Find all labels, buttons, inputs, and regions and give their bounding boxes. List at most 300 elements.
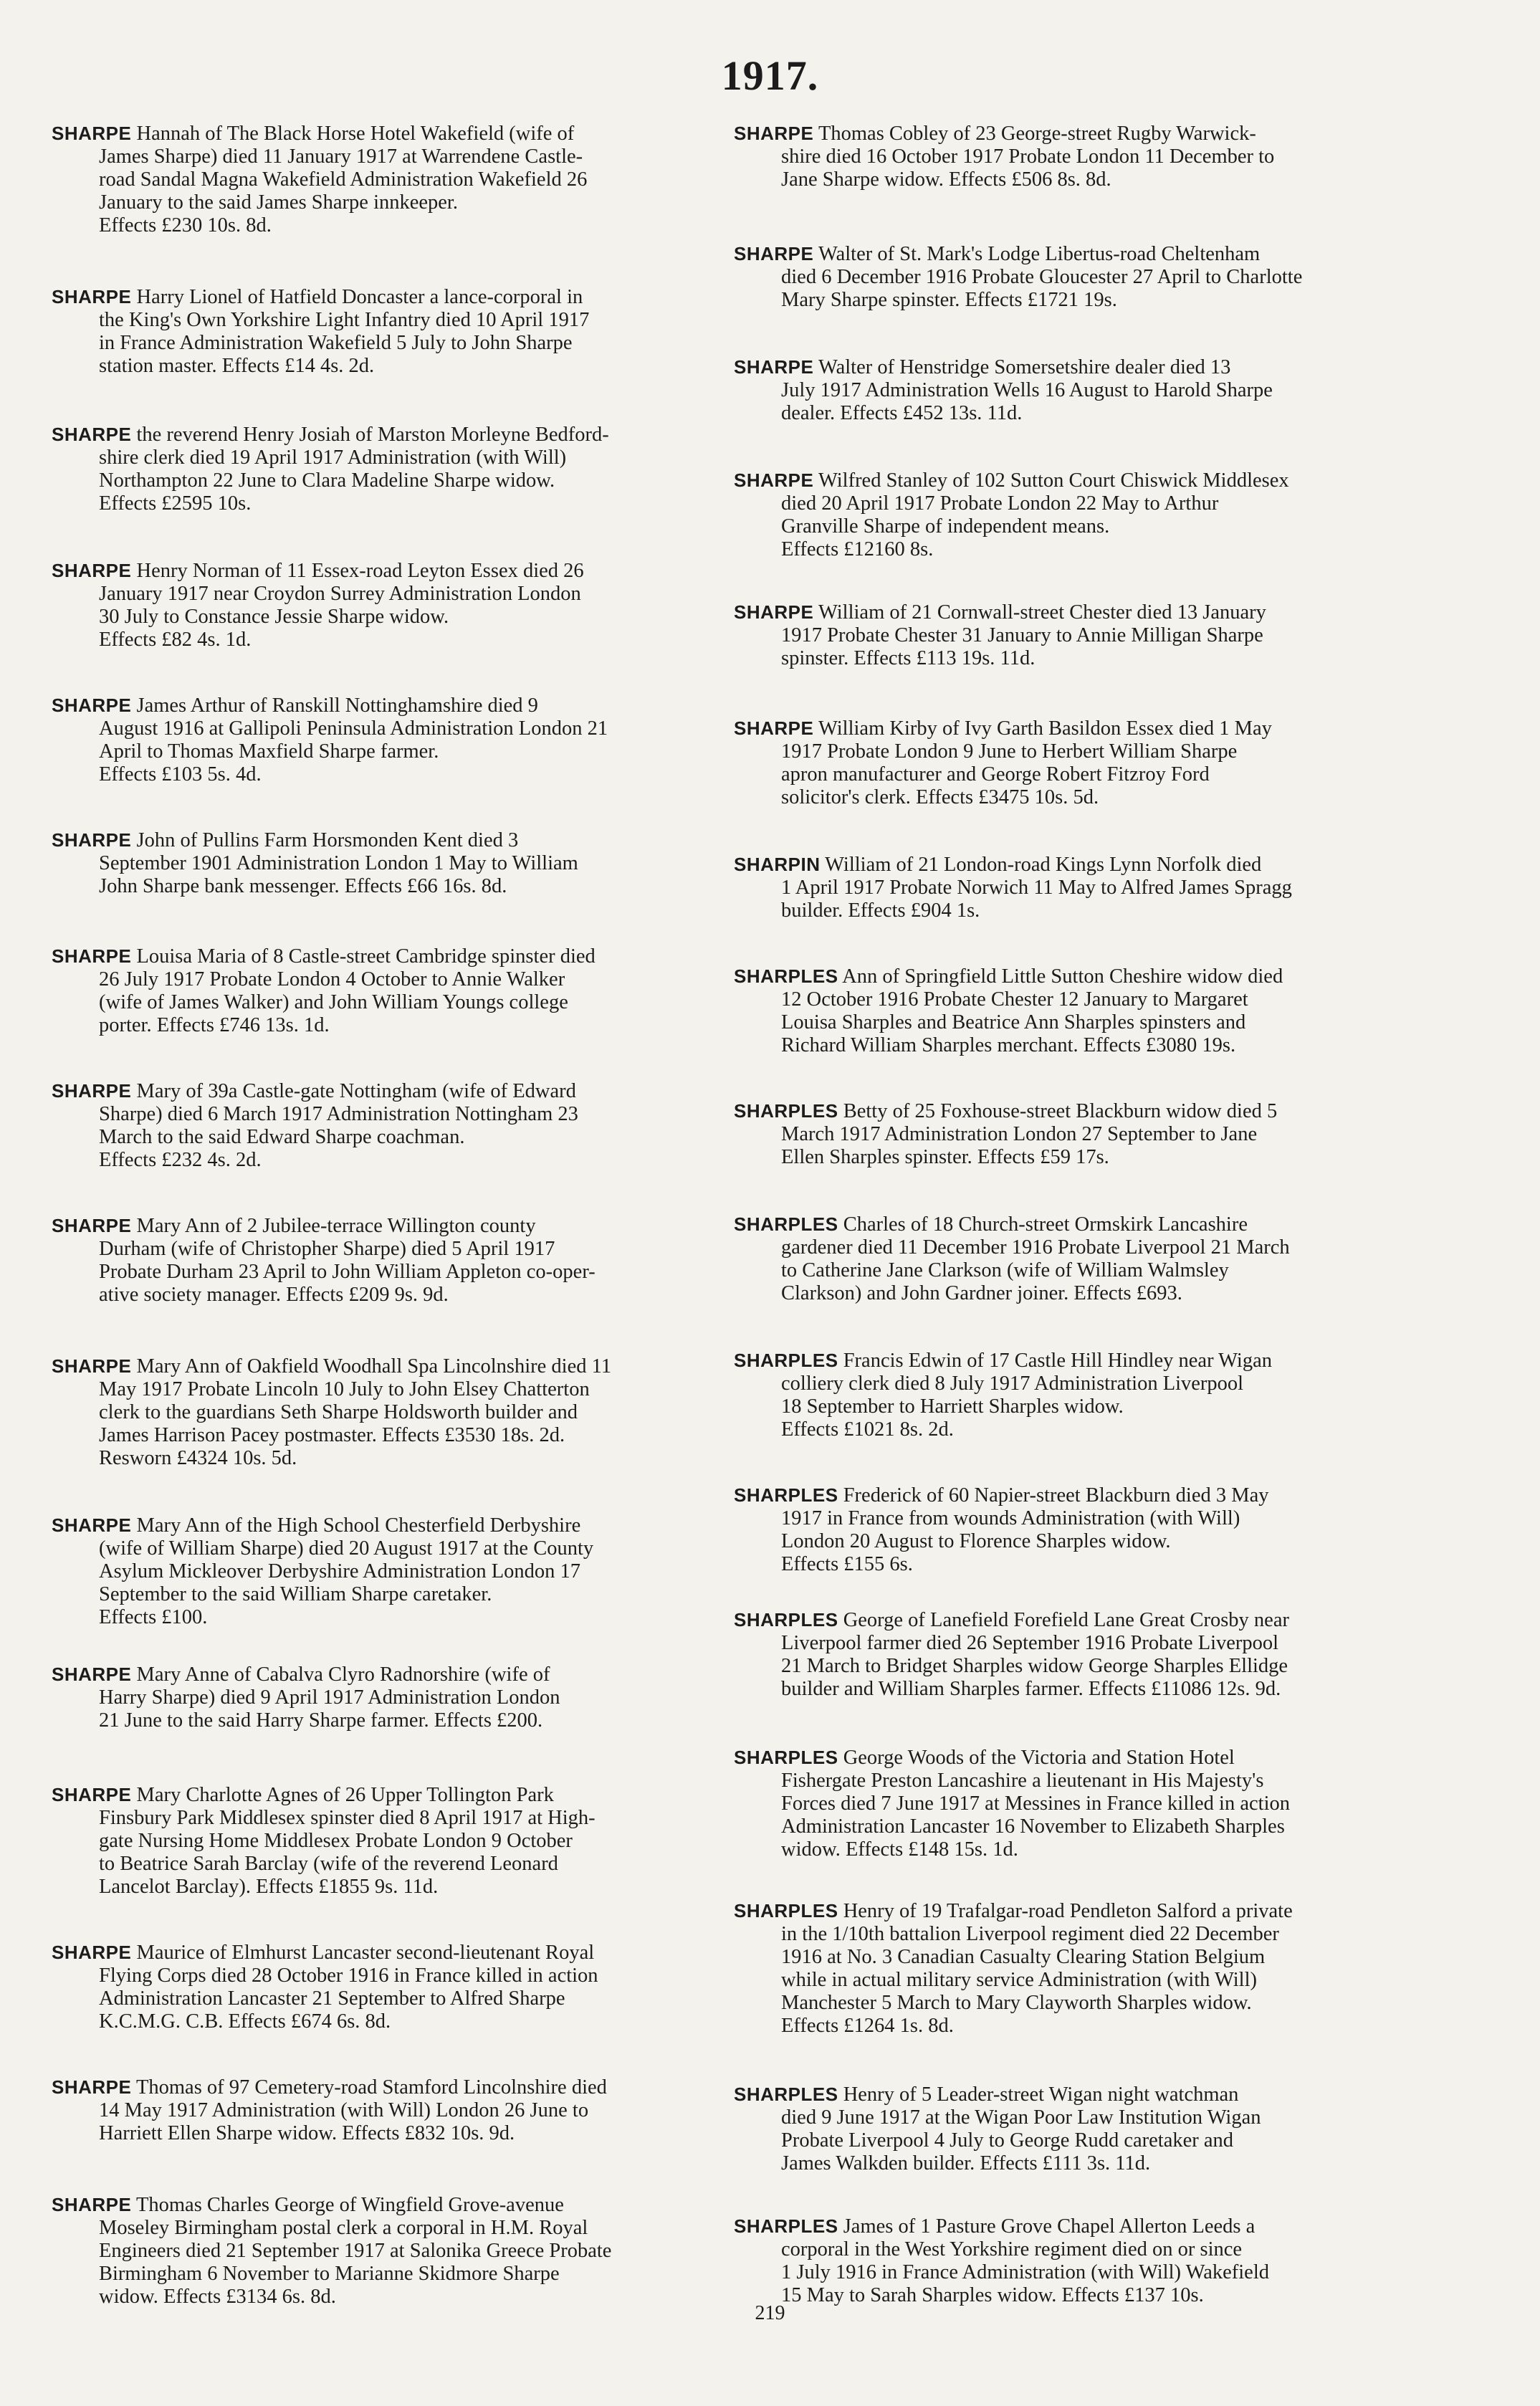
entry-text: Thomas of 97 Cemetery-road Stamford Lincolnshire died: [135, 2076, 607, 2099]
entry-surname: SHARPLES: [734, 1100, 838, 1122]
entry-text: Walter of St. Mark's Lodge Libertus-road Cheltenham: [818, 243, 1261, 265]
entry-line: [52, 214, 711, 237]
entry-line: [52, 2263, 711, 2286]
entry-surname: SHARPE: [52, 424, 132, 445]
entry-line: [52, 1807, 711, 1830]
entry-text: Effects £12160 8s.: [781, 538, 934, 560]
entry-line: [52, 423, 711, 447]
entry-line: [52, 2099, 711, 2122]
entry-text: August 1916 at Gallipoli Peninsula Administration London 21: [99, 717, 608, 740]
entry-line: [52, 309, 711, 332]
entry-text: Mary Charlotte Agnes of 26 Upper Tollington Park: [136, 1784, 554, 1806]
entry-text: the reverend Henry Josiah of Marston Morleyne Bedford-: [136, 424, 609, 446]
entry-text: 15 May to Sarah Sharples widow. Effects £137 10s.: [781, 2284, 1204, 2306]
entry-line: [734, 899, 1393, 922]
entry-surname: SHARPE: [52, 945, 132, 967]
entry-surname: SHARPE: [734, 243, 814, 264]
entry-surname: SHARPLES: [734, 1350, 838, 1371]
entry-line: [734, 1395, 1393, 1418]
entry-text: Effects £1021 8s. 2d.: [781, 1418, 954, 1441]
entry-text: in the 1/10th battalion Liverpool regiment died 22 December: [781, 1923, 1279, 1945]
entry-line: [52, 1214, 711, 1238]
entry-surname: SHARPE: [52, 1942, 132, 1963]
entry-text: Mary Sharpe spinster. Effects £1721 19s.: [781, 289, 1117, 311]
entry-text: September to the said William Sharpe caretaker.: [99, 1583, 492, 1605]
entry-line: [52, 740, 711, 763]
entry-text: Louisa Sharples and Beatrice Ann Sharples spinsters and: [781, 1011, 1246, 1033]
entry-line: [734, 1632, 1393, 1655]
entry-text: Finsbury Park Middlesex spinster died 8 April 1917 at High-: [99, 1807, 596, 1829]
probate-entry: [734, 469, 1393, 561]
entry-text: 1917 in France from wounds Administration (with Will): [781, 1507, 1240, 1529]
entry-line: [52, 1514, 711, 1537]
entry-line: [52, 168, 711, 191]
entry-text: 1917 Probate London 9 June to Herbert William Sharpe: [781, 740, 1238, 763]
entry-line: [52, 2217, 711, 2240]
entry-text: Maurice of Elmhurst Lancaster second-lieutenant Royal: [136, 1942, 595, 1964]
entry-line: [734, 469, 1393, 492]
entry-line: [52, 1126, 711, 1149]
entry-line: [52, 829, 711, 852]
entry-surname: SHARPLES: [734, 1609, 838, 1631]
entry-text: 21 June to the said Harry Sharpe farmer. Effects £200.: [99, 1709, 543, 1732]
entry-text: Mary Ann of the High School Chesterfield Derbyshire: [136, 1514, 581, 1537]
entry-text: spinster. Effects £113 19s. 11d.: [781, 647, 1036, 669]
entry-line: [734, 145, 1393, 168]
entry-text: Engineers died 21 September 1917 at Salonika Greece Probate: [99, 2240, 612, 2262]
probate-entry: [734, 717, 1393, 809]
entry-line: [734, 492, 1393, 515]
entry-line: [734, 2083, 1393, 2106]
entry-text: July 1917 Administration Wells 16 August to Harold Sharpe: [781, 379, 1273, 401]
probate-entry: [734, 1484, 1393, 1576]
entry-surname: SHARPE: [52, 1355, 132, 1377]
entry-line: [734, 1034, 1393, 1057]
entry-text: (wife of James Walker) and John William Youngs college: [99, 991, 568, 1013]
entry-line: [52, 852, 711, 875]
entry-line: [734, 379, 1393, 402]
entry-surname: SHARPLES: [734, 1213, 838, 1235]
entry-line: [734, 717, 1393, 740]
entry-text: March 1917 Administration London 27 September to Jane: [781, 1123, 1258, 1145]
entry-text: ative society manager. Effects £209 9s. 9d.: [99, 1284, 449, 1306]
entry-line: [734, 740, 1393, 763]
probate-entry: [52, 122, 711, 237]
entry-text: George of Lanefield Forefield Lane Great Crosby near: [843, 1609, 1289, 1631]
entry-line: [52, 991, 711, 1014]
entry-line: [734, 242, 1393, 266]
entry-line: [734, 1792, 1393, 1815]
entry-line: [734, 1146, 1393, 1169]
entry-line: [734, 1530, 1393, 1553]
entry-line: [52, 875, 711, 898]
entry-text: widow. Effects £3134 6s. 8d.: [99, 2286, 336, 2308]
entry-line: [52, 1355, 711, 1378]
entry-text: Henry of 19 Trafalgar-road Pendleton Salford a private: [843, 1900, 1293, 1922]
entry-line: [52, 1987, 711, 2010]
entry-line: [52, 1261, 711, 1284]
entry-line: [52, 332, 711, 355]
entry-line: [52, 1583, 711, 1606]
entry-text: died 20 April 1917 Probate London 22 May to Arthur: [781, 492, 1219, 515]
entry-surname: SHARPE: [52, 1215, 132, 1236]
probate-entry: [734, 122, 1393, 191]
entry-line: [734, 1123, 1393, 1146]
entry-text: Harriett Ellen Sharpe widow. Effects £832 10s. 9d.: [99, 2122, 515, 2144]
entry-surname: SHARPE: [52, 2194, 132, 2215]
entry-text: Effects £230 10s. 8d.: [99, 214, 272, 237]
entry-text: Effects £232 4s. 2d.: [99, 1149, 262, 1171]
entry-text: William of 21 Cornwall-street Chester died 13 January: [818, 601, 1266, 624]
probate-entry: [52, 423, 711, 515]
entry-line: [52, 191, 711, 214]
entry-text: Ellen Sharples spinster. Effects £59 17s.: [781, 1146, 1109, 1168]
page-year: 1917.: [721, 52, 819, 99]
entry-text: corporal in the West Yorkshire regiment died on or since: [781, 2238, 1243, 2261]
entry-line: [52, 1537, 711, 1560]
entry-line: [734, 624, 1393, 647]
entry-text: Manchester 5 March to Mary Clayworth Sharples widow.: [781, 1992, 1252, 2014]
entry-text: Charles of 18 Church-street Ormskirk Lancashire: [843, 1213, 1248, 1236]
entry-surname: SHARPLES: [734, 2083, 838, 2105]
entry-line: [734, 1259, 1393, 1282]
entry-text: Harry Lionel of Hatfield Doncaster a lance-corporal in: [136, 286, 583, 308]
entry-surname: SHARPE: [52, 123, 132, 144]
entry-line: [52, 1830, 711, 1853]
entry-text: May 1917 Probate Lincoln 10 July to John Elsey Chatterton: [99, 1378, 590, 1400]
entry-text: to Beatrice Sarah Barclay (wife of the reverend Leonard: [99, 1853, 558, 1875]
probate-entry: [734, 965, 1393, 1057]
probate-entry: [734, 601, 1393, 670]
entry-surname: SHARPE: [52, 2076, 132, 2098]
entry-line: [52, 1941, 711, 1965]
entry-text: Mary Ann of 2 Jubilee-terrace Willington county: [136, 1215, 536, 1237]
entry-text: 1 July 1916 in France Administration (with Will) Wakefield: [781, 2261, 1269, 2283]
entry-line: [52, 1606, 711, 1629]
entry-text: Liverpool farmer died 26 September 1916 Probate Liverpool: [781, 1632, 1279, 1654]
entry-line: [734, 1484, 1393, 1507]
entry-text: James of 1 Pasture Grove Chapel Allerton Leeds a: [843, 2215, 1256, 2238]
entry-line: [52, 694, 711, 717]
entry-text: Flying Corps died 28 October 1916 in France killed in action: [99, 1965, 598, 1987]
probate-entry: [734, 1899, 1393, 2038]
entry-text: died 9 June 1917 at the Wigan Poor Law Institution Wigan: [781, 2106, 1261, 2129]
entry-text: Mary of 39a Castle-gate Nottingham (wife of Edward: [136, 1080, 576, 1102]
entry-line: [734, 1011, 1393, 1034]
probate-entry: [734, 1608, 1393, 1701]
entry-text: April to Thomas Maxfield Sharpe farmer.: [99, 740, 439, 763]
entry-line: [52, 1447, 711, 1470]
entry-line: [52, 1103, 711, 1126]
entry-text: 30 July to Constance Jessie Sharpe widow.: [99, 606, 449, 628]
entry-text: Durham (wife of Christopher Sharpe) died 5 April 1917: [99, 1238, 555, 1260]
entry-line: [52, 1401, 711, 1424]
entry-text: colliery clerk died 8 July 1917 Administration Liverpool: [781, 1373, 1244, 1395]
entry-text: Betty of 25 Foxhouse-street Blackburn widow died 5: [843, 1100, 1278, 1122]
entry-line: [734, 647, 1393, 670]
entry-text: William Kirby of Ivy Garth Basildon Essex died 1 May: [818, 717, 1272, 740]
entry-line: [52, 1560, 711, 1583]
entry-line: [734, 763, 1393, 786]
entry-line: [52, 1079, 711, 1103]
entry-line: [734, 1770, 1393, 1792]
probate-entry: [52, 2193, 711, 2309]
entry-text: while in actual military service Administration (with Will): [781, 1969, 1257, 1991]
entry-text: 18 September to Harriett Sharples widow.: [781, 1395, 1124, 1418]
entry-line: [734, 122, 1393, 145]
entry-line: [52, 1149, 711, 1172]
entry-line: [52, 583, 711, 606]
entry-line: [52, 1853, 711, 1876]
entry-text: Forces died 7 June 1917 at Messines in France killed in action: [781, 1792, 1290, 1815]
entry-text: shire died 16 October 1917 Probate London 11 December to: [781, 145, 1275, 168]
entry-text: 1917 Probate Chester 31 January to Annie Milligan Sharpe: [781, 624, 1263, 646]
entry-surname: SHARPE: [52, 1784, 132, 1805]
entry-line: [734, 1655, 1393, 1678]
probate-entry: [52, 945, 711, 1037]
entry-text: 12 October 1916 Probate Chester 12 January to Margaret: [781, 988, 1248, 1011]
entry-text: Effects £155 6s.: [781, 1553, 913, 1575]
entry-text: William of 21 London-road Kings Lynn Norfolk died: [825, 854, 1262, 876]
entry-text: Fishergate Preston Lancashire a lieutenant in His Majesty's: [781, 1770, 1264, 1792]
entry-text: in France Administration Wakefield 5 July to John Sharpe: [99, 332, 573, 354]
entry-line: [52, 285, 711, 309]
entry-line: [734, 965, 1393, 988]
entry-line: [734, 1282, 1393, 1305]
entry-surname: SHARPLES: [734, 1747, 838, 1768]
entry-line: [734, 1969, 1393, 1992]
entry-text: builder. Effects £904 1s.: [781, 899, 980, 922]
entry-line: [52, 1238, 711, 1261]
probate-entry: [734, 1099, 1393, 1169]
entry-line: [52, 2240, 711, 2263]
entry-surname: SHARPE: [52, 560, 132, 581]
entry-line: [52, 145, 711, 168]
entry-line: [734, 2215, 1393, 2238]
entry-text: Effects £1264 1s. 8d.: [781, 2015, 954, 2037]
entry-text: Effects £100.: [99, 1606, 208, 1628]
entry-line: [734, 402, 1393, 425]
entry-line: [52, 1709, 711, 1732]
entry-text: James Harrison Pacey postmaster. Effects £3530 18s. 2d.: [99, 1424, 565, 1446]
entry-line: [734, 1992, 1393, 2015]
entry-line: [52, 355, 711, 378]
entry-line: [52, 2193, 711, 2217]
entry-text: Henry of 5 Leader-street Wigan night watchman: [843, 2083, 1239, 2106]
entry-text: Harry Sharpe) died 9 April 1917 Administration London: [99, 1686, 560, 1709]
entry-line: [52, 717, 711, 740]
entry-surname: SHARPE: [734, 601, 814, 623]
entry-surname: SHARPLES: [734, 1900, 838, 1922]
entry-surname: SHARPE: [734, 356, 814, 378]
entry-line: [734, 877, 1393, 899]
entry-text: Asylum Mickleover Derbyshire Administration London 17: [99, 1560, 581, 1582]
entry-line: [734, 1899, 1393, 1923]
entry-text: Lancelot Barclay). Effects £1855 9s. 11d.: [99, 1876, 439, 1898]
probate-entry: [734, 853, 1393, 922]
probate-entry: [734, 1746, 1393, 1861]
entry-text: 1916 at No. 3 Canadian Casualty Clearing Station Belgium: [781, 1946, 1266, 1968]
entry-line: [734, 2261, 1393, 2284]
probate-entry: [52, 1941, 711, 2033]
entry-text: Effects £2595 10s.: [99, 492, 252, 515]
entry-surname: SHARPE: [734, 123, 814, 144]
probate-entry: [734, 242, 1393, 312]
entry-text: London 20 August to Florence Sharples widow.: [781, 1530, 1171, 1552]
entry-text: clerk to the guardians Seth Sharpe Holdsworth builder and: [99, 1401, 578, 1423]
entry-surname: SHARPIN: [734, 854, 821, 875]
entry-line: [52, 1965, 711, 1987]
probate-entry: [734, 355, 1393, 425]
entry-line: [52, 492, 711, 515]
entry-line: [734, 355, 1393, 379]
entry-text: 14 May 1917 Administration (with Will) London 26 June to: [99, 2099, 589, 2121]
entry-text: Ann of Springfield Little Sutton Cheshire widow died: [842, 965, 1283, 988]
entry-text: gate Nursing Home Middlesex Probate London 9 October: [99, 1830, 573, 1852]
entry-line: [734, 1507, 1393, 1530]
entry-text: builder and William Sharples farmer. Effects £11086 12s. 9d.: [781, 1678, 1281, 1700]
entry-text: solicitor's clerk. Effects £3475 10s. 5d.: [781, 786, 1099, 808]
entry-line: [52, 763, 711, 786]
entry-line: [734, 1213, 1393, 1236]
entry-line: [734, 1946, 1393, 1969]
entry-text: Administration Lancaster 16 November to Elizabeth Sharples: [781, 1815, 1285, 1838]
entry-line: [734, 988, 1393, 1011]
entry-line: [734, 2152, 1393, 2175]
entry-line: [734, 1099, 1393, 1123]
entry-text: widow. Effects £148 15s. 1d.: [781, 1838, 1018, 1861]
entry-surname: SHARPE: [52, 1663, 132, 1685]
entry-line: [734, 1553, 1393, 1576]
probate-entry: [52, 285, 711, 378]
entry-text: Jane Sharpe widow. Effects £506 8s. 8d.: [781, 168, 1111, 191]
entry-line: [734, 1838, 1393, 1861]
entry-line: [52, 447, 711, 469]
entry-line: [52, 1424, 711, 1447]
probate-entry: [734, 2215, 1393, 2307]
entry-text: James Walkden builder. Effects £111 3s. 11d.: [781, 2152, 1151, 2175]
entry-text: to Catherine Jane Clarkson (wife of William Walmsley: [781, 1259, 1229, 1281]
entry-line: [734, 1678, 1393, 1701]
entry-line: [52, 2010, 711, 2033]
entry-line: [52, 968, 711, 991]
entry-text: apron manufacturer and George Robert Fitzroy Ford: [781, 763, 1210, 786]
entry-text: James Arthur of Ranskill Nottinghamshire died 9: [136, 694, 538, 717]
entry-text: Mary Anne of Cabalva Clyro Radnorshire (wife of: [136, 1663, 550, 1686]
probate-entry: [52, 694, 711, 786]
probate-entry: [52, 1214, 711, 1307]
probate-entry: [52, 1514, 711, 1629]
entry-line: [734, 1923, 1393, 1946]
entry-text: Walter of Henstridge Somersetshire dealer died 13: [818, 356, 1231, 378]
entry-text: Effects £103 5s. 4d.: [99, 763, 262, 786]
entry-line: [734, 2106, 1393, 2129]
entry-surname: SHARPE: [52, 829, 132, 851]
entry-text: Wilfred Stanley of 102 Sutton Court Chiswick Middlesex: [818, 469, 1289, 492]
entry-text: station master. Effects £14 4s. 2d.: [99, 355, 375, 377]
entry-text: January 1917 near Croydon Surrey Administration London: [99, 583, 581, 605]
entry-text: January to the said James Sharpe innkeeper.: [99, 191, 458, 214]
probate-entry: [52, 1663, 711, 1732]
entry-surname: SHARPLES: [734, 965, 838, 987]
entry-text: Thomas Charles George of Wingfield Grove-avenue: [135, 2194, 564, 2216]
entry-surname: SHARPLES: [734, 1484, 838, 1506]
entry-line: [52, 1686, 711, 1709]
entry-text: George Woods of the Victoria and Station Hotel: [843, 1747, 1235, 1769]
entry-text: Mary Ann of Oakfield Woodhall Spa Lincolnshire died 11: [136, 1355, 612, 1378]
entry-text: 26 July 1917 Probate London 4 October to Annie Walker: [99, 968, 565, 990]
entry-line: [734, 1418, 1393, 1441]
entry-line: [734, 1608, 1393, 1632]
entry-text: Thomas Cobley of 23 George-street Rugby Warwick-: [818, 123, 1256, 145]
entry-line: [734, 1236, 1393, 1259]
entry-text: Effects £82 4s. 1d.: [99, 629, 252, 651]
probate-entry: [52, 2076, 711, 2145]
entry-text: porter. Effects £746 13s. 1d.: [99, 1014, 330, 1036]
entry-surname: SHARPE: [52, 1514, 132, 1536]
entry-text: Birmingham 6 November to Marianne Skidmore Sharpe: [99, 2263, 560, 2285]
entry-line: [734, 786, 1393, 809]
entry-text: Probate Durham 23 April to John William Appleton co-oper-: [99, 1261, 596, 1283]
entry-line: [734, 1815, 1393, 1838]
entry-line: [52, 2122, 711, 2145]
entry-text: shire clerk died 19 April 1917 Administration (with Will): [99, 447, 567, 469]
entry-line: [734, 2015, 1393, 2038]
entry-line: [734, 1746, 1393, 1770]
entry-text: dealer. Effects £452 13s. 11d.: [781, 402, 1023, 424]
entry-text: James Sharpe) died 11 January 1917 at Warrendene Castle-: [99, 145, 583, 168]
probate-entry: [52, 829, 711, 898]
entry-text: John of Pullins Farm Horsmonden Kent died 3: [136, 829, 519, 851]
probate-entry: [52, 1079, 711, 1172]
entry-line: [52, 945, 711, 968]
entry-text: Granville Sharpe of independent means.: [781, 515, 1110, 538]
entry-text: road Sandal Magna Wakefield Administration Wakefield 26: [99, 168, 588, 191]
entry-line: [52, 122, 711, 145]
entry-surname: SHARPE: [734, 469, 814, 491]
entry-surname: SHARPE: [734, 717, 814, 739]
entry-text: 21 March to Bridget Sharples widow George Sharples Ellidge: [781, 1655, 1288, 1677]
entry-text: September 1901 Administration London 1 May to William: [99, 852, 578, 874]
entry-text: the King's Own Yorkshire Light Infantry died 10 April 1917: [99, 309, 590, 331]
probate-entry: [734, 1213, 1393, 1305]
entry-text: Louisa Maria of 8 Castle-street Cambridge spinster died: [136, 945, 596, 968]
probate-entry: [734, 2083, 1393, 2175]
entry-line: [52, 1378, 711, 1401]
entry-surname: SHARPE: [52, 694, 132, 716]
entry-line: [52, 1876, 711, 1899]
entry-text: gardener died 11 December 1916 Probate Liverpool 21 March: [781, 1236, 1290, 1259]
entry-text: Resworn £4324 10s. 5d.: [99, 1447, 297, 1469]
entry-line: [52, 1783, 711, 1807]
entry-text: K.C.M.G. C.B. Effects £674 6s. 8d.: [99, 2010, 391, 2033]
entry-text: Henry Norman of 11 Essex-road Leyton Essex died 26: [136, 560, 584, 582]
entry-line: [734, 1349, 1393, 1373]
entry-line: [734, 168, 1393, 191]
entry-line: [734, 853, 1393, 877]
entry-text: Probate Liverpool 4 July to George Rudd caretaker and: [781, 2129, 1234, 2152]
entry-line: [52, 559, 711, 583]
entry-line: [734, 266, 1393, 289]
entry-text: Administration Lancaster 21 September to Alfred Sharpe: [99, 1987, 565, 2010]
entry-text: Richard William Sharples merchant. Effects £3080 19s.: [781, 1034, 1236, 1056]
entry-line: [52, 2076, 711, 2099]
entry-text: Francis Edwin of 17 Castle Hill Hindley near Wigan: [843, 1350, 1272, 1372]
entry-surname: SHARPE: [52, 1080, 132, 1102]
probate-entry: [52, 1355, 711, 1470]
entry-line: [52, 1284, 711, 1307]
entry-text: died 6 December 1916 Probate Gloucester 27 April to Charlotte: [781, 266, 1303, 288]
